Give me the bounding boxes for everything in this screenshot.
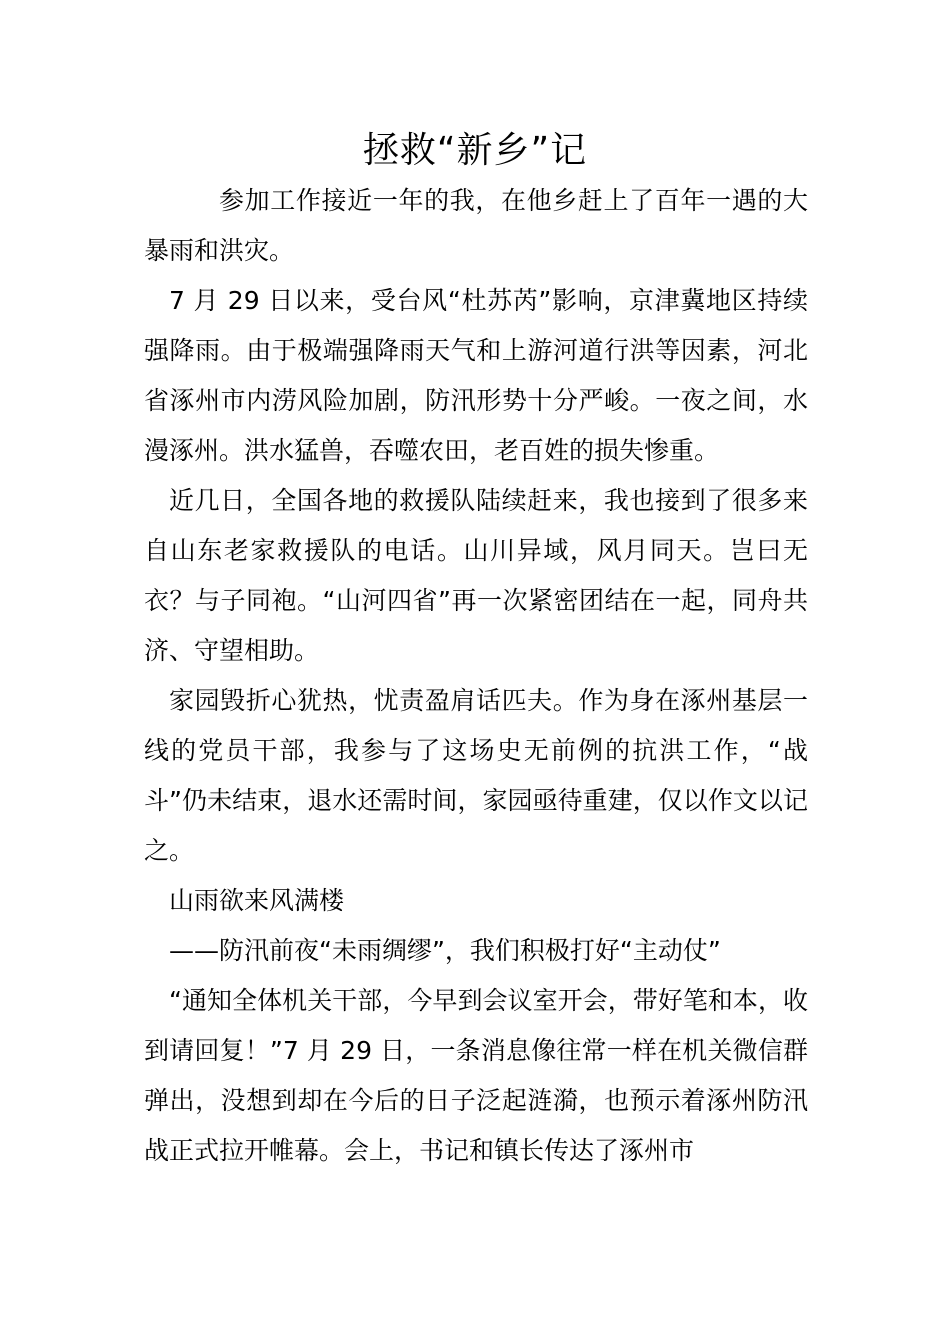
- paragraph-rescue-teams: 近几日，全国各地的救援队陆续赶来，我也接到了很多来自山东老家救援队的电话。山川异域，风月同天。岂曰无衣？与子同袍。“山河四省”再一次紧密团结在一起，同舟共济、守望相助。: [144, 486, 808, 665]
- document-body: [144, 176, 808, 1176]
- document-title: 拯救“新乡”记: [362, 130, 588, 171]
- section-heading: 山雨欲来风满楼: [169, 886, 345, 915]
- paragraph-notice: “通知全体机关干部，今早到会议室开会，带好笔和本，收到请回复！”7 月 29 日，一条消息像往常一样在机关微信群弹出，没想到却在今后的日子泛起涟漪，也预示着涿州防汛战正式拉开帷幕。会上，书记和镇长传达了涿州市: [144, 986, 808, 1165]
- paragraph-homeland: 家园毁折心犹热，忧责盈肩话匹夫。作为身在涿州基层一线的党员干部，我参与了这场史无前例的抗洪工作，“战斗”仍未结束，退水还需时间，家园亟待重建，仅以作文以记之。: [144, 686, 808, 865]
- paragraph-typhoon: 7 月 29 日以来，受台风“杜苏芮”影响，京津冀地区持续强降雨。由于极端强降雨天气和上游河道行洪等因素，河北省涿州市内涝风险加剧，防汛形势十分严峻。一夜之间，水漫涿州。洪水猛兽，吞噬农田，老百姓的损失惨重。: [144, 286, 808, 465]
- paragraph-intro: 参加工作接近一年的我，在他乡赶上了百年一遇的大暴雨和洪灾。: [144, 186, 808, 265]
- section-subheading: ——防汛前夜“未雨绸缪”，我们积极打好“主动仗”: [169, 936, 721, 965]
